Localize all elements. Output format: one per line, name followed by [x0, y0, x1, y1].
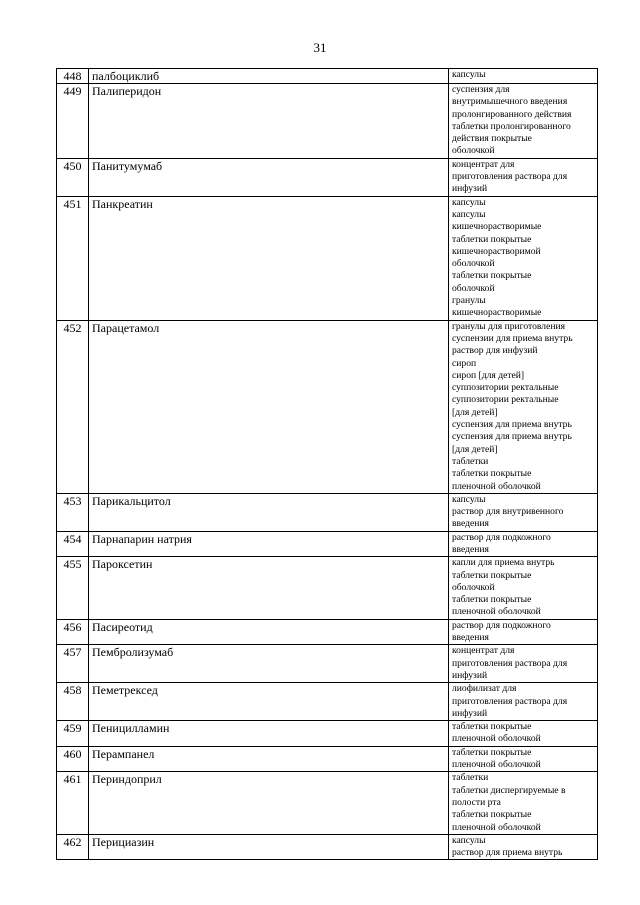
- dosage-form-line: приготовления раствора для: [452, 657, 568, 669]
- dosage-form-line: капсулы: [452, 493, 486, 505]
- table-row: [57, 619, 598, 645]
- table-row: [57, 531, 598, 557]
- dosage-form-line: приготовления раствора для: [452, 695, 568, 707]
- dosage-form-line: пленочной оболочкой: [452, 480, 541, 492]
- dosage-form-line: [для детей]: [452, 443, 498, 455]
- row-number: 460: [57, 746, 89, 772]
- table-row: [57, 721, 598, 747]
- dosage-form-line: таблетки покрытые: [452, 270, 532, 282]
- dosage-forms: [449, 772, 598, 834]
- row-number: 451: [57, 196, 89, 320]
- dosage-form-line: инфузий: [452, 183, 488, 195]
- dosage-form-line: кишечнорастворимой: [452, 245, 541, 257]
- dosage-form-line: введения: [452, 632, 489, 644]
- dosage-form-line: капсулы: [452, 196, 486, 208]
- dosage-form-line: раствор для приема внутрь: [452, 847, 563, 859]
- dosage-forms: [449, 746, 598, 772]
- dosage-form-line: таблетки покрытые: [452, 569, 532, 581]
- row-number: 455: [57, 557, 89, 619]
- drug-name: Пароксетин: [89, 557, 449, 619]
- dosage-form-line: таблетки: [452, 772, 489, 784]
- dosage-form-line: капсулы: [452, 69, 486, 80]
- table-row: [57, 746, 598, 772]
- dosage-form-line: оболочкой: [452, 581, 495, 593]
- dosage-form-line: оболочкой: [452, 282, 495, 294]
- dosage-form-line: таблетки покрытые: [452, 721, 532, 733]
- dosage-form-line: сироп: [452, 357, 477, 369]
- drug-name: Пасиреотид: [89, 619, 449, 645]
- dosage-form-line: суппозитории ректальные: [452, 394, 559, 406]
- dosage-form-line: гранулы: [452, 295, 486, 307]
- dosage-form-line: таблетки покрытые: [452, 594, 532, 606]
- dosage-form-line: внутримышечного введения: [452, 96, 568, 108]
- dosage-form-line: таблетки диспергируемые в: [452, 784, 566, 796]
- dosage-form-line: кишечнорастворимые: [452, 221, 542, 233]
- dosage-form-line: раствор для инфузий: [452, 345, 538, 357]
- table-row: [57, 158, 598, 196]
- row-number: 461: [57, 772, 89, 834]
- dosage-form-line: сироп [для детей]: [452, 369, 525, 381]
- dosage-form-line: пленочной оболочкой: [452, 759, 541, 771]
- dosage-form-line: концентрат для: [452, 645, 515, 657]
- dosage-form-line: пленочной оболочкой: [452, 821, 541, 833]
- dosage-form-line: приготовления раствора для: [452, 171, 568, 183]
- dosage-form-line: концентрат для: [452, 158, 515, 170]
- table-row: [57, 557, 598, 619]
- row-number: 453: [57, 493, 89, 531]
- dosage-form-line: пленочной оболочкой: [452, 606, 541, 618]
- dosage-form-line: капли для приема внутрь: [452, 557, 555, 569]
- row-number: 459: [57, 721, 89, 747]
- dosage-form-line: гранулы для приготовления: [452, 320, 566, 332]
- drug-name: Пембролизумаб: [89, 645, 449, 683]
- table-row: [57, 772, 598, 834]
- row-number: 456: [57, 619, 89, 645]
- table-row: [57, 69, 598, 84]
- dosage-forms: [449, 557, 598, 619]
- drug-name: палбоциклиб: [89, 69, 449, 84]
- drug-table: [56, 68, 598, 860]
- row-number: 457: [57, 645, 89, 683]
- dosage-forms: [449, 721, 598, 747]
- dosage-form-line: пленочной оболочкой: [452, 733, 541, 745]
- table-row: [57, 645, 598, 683]
- dosage-form-line: суспензия для приема внутрь: [452, 419, 572, 431]
- drug-table-body: [57, 69, 598, 860]
- drug-name: Парикальцитол: [89, 493, 449, 531]
- dosage-form-line: введения: [452, 543, 489, 555]
- drug-name: Палиперидон: [89, 84, 449, 159]
- dosage-form-line: оболочкой: [452, 258, 495, 270]
- dosage-form-line: кишечнорастворимые: [452, 307, 542, 319]
- drug-name: Пеницилламин: [89, 721, 449, 747]
- drug-name: Панитумумаб: [89, 158, 449, 196]
- dosage-forms: [449, 69, 598, 84]
- dosage-form-line: инфузий: [452, 669, 488, 681]
- dosage-form-line: полости рта: [452, 796, 501, 808]
- dosage-form-line: раствор для подкожного: [452, 531, 551, 543]
- table-row: [57, 493, 598, 531]
- drug-name: Парацетамол: [89, 320, 449, 493]
- dosage-form-line: раствор для внутривенного: [452, 506, 564, 518]
- dosage-form-line: введения: [452, 518, 489, 530]
- table-row: [57, 834, 598, 860]
- drug-name: Пеметрексед: [89, 683, 449, 721]
- dosage-forms: [449, 683, 598, 721]
- dosage-forms: [449, 645, 598, 683]
- dosage-forms: [449, 619, 598, 645]
- dosage-form-line: оболочкой: [452, 145, 495, 157]
- dosage-forms: [449, 493, 598, 531]
- dosage-form-line: инфузий: [452, 707, 488, 719]
- dosage-form-line: капсулы: [452, 834, 486, 846]
- dosage-form-line: суспензия для: [452, 84, 510, 95]
- dosage-form-line: [для детей]: [452, 406, 498, 418]
- dosage-forms: [449, 531, 598, 557]
- dosage-form-line: таблетки пролонгированного: [452, 120, 571, 132]
- row-number: 452: [57, 320, 89, 493]
- dosage-form-line: таблетки покрытые: [452, 233, 532, 245]
- dosage-form-line: раствор для подкожного: [452, 619, 551, 631]
- row-number: 450: [57, 158, 89, 196]
- table-row: [57, 683, 598, 721]
- drug-name: Периндоприл: [89, 772, 449, 834]
- drug-name: Перициазин: [89, 834, 449, 860]
- dosage-form-line: таблетки покрытые: [452, 468, 532, 480]
- dosage-form-line: таблетки покрытые: [452, 809, 532, 821]
- drug-name: Перампанел: [89, 746, 449, 772]
- dosage-forms: [449, 834, 598, 860]
- dosage-form-line: суспензии для приема внутрь: [452, 332, 573, 344]
- page-number: 31: [313, 40, 327, 55]
- drug-name: Парнапарин натрия: [89, 531, 449, 557]
- dosage-form-line: суппозитории ректальные: [452, 382, 559, 394]
- row-number: 454: [57, 531, 89, 557]
- dosage-forms: [449, 158, 598, 196]
- dosage-form-line: суспензия для приема внутрь: [452, 431, 572, 443]
- dosage-form-line: действия покрытые: [452, 133, 532, 145]
- drug-name: Панкреатин: [89, 196, 449, 320]
- row-number: 462: [57, 834, 89, 860]
- table-row: [57, 84, 598, 159]
- dosage-forms: [449, 320, 598, 493]
- row-number: 449: [57, 84, 89, 159]
- dosage-form-line: таблетки покрытые: [452, 746, 532, 758]
- row-number: 448: [57, 69, 89, 84]
- row-number: 458: [57, 683, 89, 721]
- table-row: [57, 196, 598, 320]
- dosage-forms: [449, 196, 598, 320]
- dosage-form-line: пролонгированного действия: [452, 108, 572, 120]
- dosage-form-line: капсулы: [452, 208, 486, 220]
- table-row: [57, 320, 598, 493]
- dosage-form-line: лиофилизат для: [452, 683, 517, 695]
- dosage-form-line: таблетки: [452, 455, 489, 467]
- dosage-forms: [449, 84, 598, 159]
